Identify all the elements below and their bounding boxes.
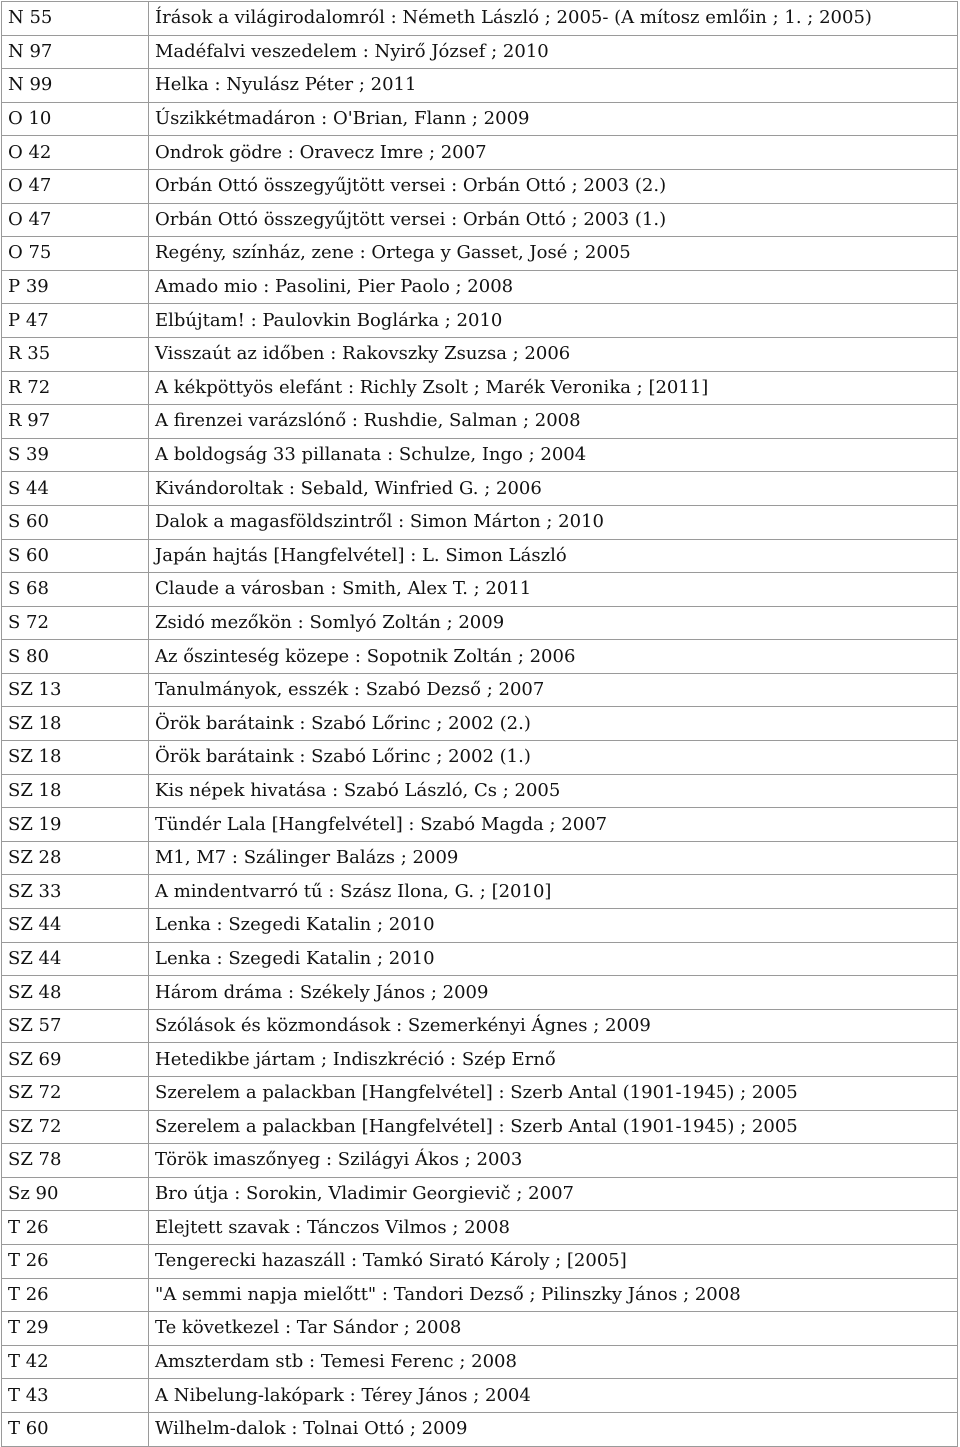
table-row [2, 1110, 958, 1144]
table-row [2, 976, 958, 1010]
table-row [2, 539, 958, 573]
shelf-code-cell: N 97 [2, 35, 149, 69]
shelf-code-cell: S 60 [2, 505, 149, 539]
shelf-code-cell: SZ 19 [2, 808, 149, 842]
title-cell: Helka : Nyulász Péter ; 2011 [149, 69, 958, 103]
shelf-code-cell: N 99 [2, 69, 149, 103]
title-cell: Örök barátaink : Szabó Lőrinc ; 2002 (1.) [149, 741, 958, 775]
table-row [2, 136, 958, 170]
table-row [2, 505, 958, 539]
shelf-code-cell: SZ 18 [2, 707, 149, 741]
title-cell: Szerelem a palackban [Hangfelvétel] : Szerb Antal (1901-1945) ; 2005 [149, 1077, 958, 1111]
table-row [2, 1077, 958, 1111]
shelf-code-cell: SZ 69 [2, 1043, 149, 1077]
title-cell: Wilhelm-dalok : Tolnai Ottó ; 2009 [149, 1412, 958, 1446]
shelf-code-cell: SZ 48 [2, 976, 149, 1010]
shelf-code-cell: P 39 [2, 270, 149, 304]
shelf-code-cell: T 26 [2, 1244, 149, 1278]
table-row [2, 102, 958, 136]
title-cell: Orbán Ottó összegyűjtött versei : Orbán Ottó ; 2003 (2.) [149, 169, 958, 203]
shelf-code-cell: S 68 [2, 573, 149, 607]
shelf-code-cell: P 47 [2, 304, 149, 338]
shelf-code-cell: S 72 [2, 606, 149, 640]
title-cell: Elbújtam! : Paulovkin Boglárka ; 2010 [149, 304, 958, 338]
shelf-code-cell: N 55 [2, 2, 149, 36]
shelf-code-cell: O 75 [2, 237, 149, 271]
shelf-code-cell: SZ 18 [2, 741, 149, 775]
table-row [2, 1312, 958, 1346]
title-cell: Bro útja : Sorokin, Vladimir Georgievič ; 2007 [149, 1177, 958, 1211]
table-row [2, 841, 958, 875]
shelf-code-cell: R 35 [2, 337, 149, 371]
table-row [2, 707, 958, 741]
title-cell: Japán hajtás [Hangfelvétel] : L. Simon László [149, 539, 958, 573]
table-row [2, 741, 958, 775]
table-row [2, 169, 958, 203]
table-row [2, 1043, 958, 1077]
table-row [2, 405, 958, 439]
title-cell: Kis népek hivatása : Szabó László, Cs ; 2005 [149, 774, 958, 808]
table-row [2, 1412, 958, 1446]
table-row [2, 371, 958, 405]
shelf-code-cell: SZ 72 [2, 1077, 149, 1111]
shelf-code-cell: SZ 28 [2, 841, 149, 875]
table-row [2, 472, 958, 506]
catalog-table-body [2, 2, 958, 1447]
title-cell: A firenzei varázslónő : Rushdie, Salman ; 2008 [149, 405, 958, 439]
shelf-code-cell: S 60 [2, 539, 149, 573]
title-cell: Amszterdam stb : Temesi Ferenc ; 2008 [149, 1345, 958, 1379]
table-row [2, 640, 958, 674]
title-cell: Hetedikbe jártam ; Indiszkréció : Szép Ernő [149, 1043, 958, 1077]
title-cell: Örök barátaink : Szabó Lőrinc ; 2002 (2.) [149, 707, 958, 741]
table-row [2, 1144, 958, 1178]
table-row [2, 1278, 958, 1312]
title-cell: Az őszinteség közepe : Sopotnik Zoltán ; 2006 [149, 640, 958, 674]
title-cell: M1, M7 : Szálinger Balázs ; 2009 [149, 841, 958, 875]
shelf-code-cell: SZ 13 [2, 673, 149, 707]
title-cell: Úszikkétmadáron : O'Brian, Flann ; 2009 [149, 102, 958, 136]
table-row [2, 909, 958, 943]
shelf-code-cell: SZ 72 [2, 1110, 149, 1144]
title-cell: Visszaút az időben : Rakovszky Zsuzsa ; 2006 [149, 337, 958, 371]
title-cell: A kékpöttyös elefánt : Richly Zsolt ; Marék Veronika ; [2011] [149, 371, 958, 405]
shelf-code-cell: T 43 [2, 1379, 149, 1413]
shelf-code-cell: O 10 [2, 102, 149, 136]
shelf-code-cell: T 42 [2, 1345, 149, 1379]
table-row [2, 337, 958, 371]
shelf-code-cell: T 60 [2, 1412, 149, 1446]
title-cell: Török imaszőnyeg : Szilágyi Ákos ; 2003 [149, 1144, 958, 1178]
shelf-code-cell: T 26 [2, 1278, 149, 1312]
shelf-code-cell: Sz 90 [2, 1177, 149, 1211]
table-row [2, 774, 958, 808]
table-row [2, 1345, 958, 1379]
shelf-code-cell: SZ 44 [2, 909, 149, 943]
shelf-code-cell: SZ 18 [2, 774, 149, 808]
title-cell: Szerelem a palackban [Hangfelvétel] : Szerb Antal (1901-1945) ; 2005 [149, 1110, 958, 1144]
title-cell: Kivándoroltak : Sebald, Winfried G. ; 2006 [149, 472, 958, 506]
catalog-table [1, 1, 958, 1447]
table-row [2, 573, 958, 607]
table-row [2, 438, 958, 472]
title-cell: Írások a világirodalomról : Németh László ; 2005- (A mítosz emlőin ; 1. ; 2005) [149, 2, 958, 36]
table-row [2, 673, 958, 707]
shelf-code-cell: T 29 [2, 1312, 149, 1346]
title-cell: Lenka : Szegedi Katalin ; 2010 [149, 909, 958, 943]
table-row [2, 237, 958, 271]
table-row [2, 1379, 958, 1413]
table-row [2, 1211, 958, 1245]
title-cell: A boldogság 33 pillanata : Schulze, Ingo ; 2004 [149, 438, 958, 472]
table-row [2, 35, 958, 69]
shelf-code-cell: O 42 [2, 136, 149, 170]
title-cell: Tündér Lala [Hangfelvétel] : Szabó Magda ; 2007 [149, 808, 958, 842]
table-row [2, 270, 958, 304]
table-row [2, 1009, 958, 1043]
title-cell: Orbán Ottó összegyűjtött versei : Orbán Ottó ; 2003 (1.) [149, 203, 958, 237]
title-cell: A mindentvarró tű : Szász Ilona, G. ; [2010] [149, 875, 958, 909]
table-row [2, 203, 958, 237]
title-cell: Regény, színház, zene : Ortega y Gasset, José ; 2005 [149, 237, 958, 271]
table-row [2, 1177, 958, 1211]
table-row [2, 304, 958, 338]
table-row [2, 942, 958, 976]
title-cell: Tanulmányok, esszék : Szabó Dezső ; 2007 [149, 673, 958, 707]
title-cell: Zsidó mezőkön : Somlyó Zoltán ; 2009 [149, 606, 958, 640]
table-row [2, 1244, 958, 1278]
shelf-code-cell: S 44 [2, 472, 149, 506]
title-cell: Ondrok gödre : Oravecz Imre ; 2007 [149, 136, 958, 170]
title-cell: Te következel : Tar Sándor ; 2008 [149, 1312, 958, 1346]
title-cell: Claude a városban : Smith, Alex T. ; 2011 [149, 573, 958, 607]
shelf-code-cell: R 97 [2, 405, 149, 439]
title-cell: Három dráma : Székely János ; 2009 [149, 976, 958, 1010]
title-cell: A Nibelung-lakópark : Térey János ; 2004 [149, 1379, 958, 1413]
title-cell: Elejtett szavak : Tánczos Vilmos ; 2008 [149, 1211, 958, 1245]
title-cell: Amado mio : Pasolini, Pier Paolo ; 2008 [149, 270, 958, 304]
table-row [2, 69, 958, 103]
table-row [2, 808, 958, 842]
title-cell: Dalok a magasföldszintről : Simon Márton ; 2010 [149, 505, 958, 539]
shelf-code-cell: SZ 33 [2, 875, 149, 909]
title-cell: "A semmi napja mielőtt" : Tandori Dezső ; Pilinszky János ; 2008 [149, 1278, 958, 1312]
shelf-code-cell: O 47 [2, 169, 149, 203]
title-cell: Lenka : Szegedi Katalin ; 2010 [149, 942, 958, 976]
table-row [2, 606, 958, 640]
shelf-code-cell: T 26 [2, 1211, 149, 1245]
shelf-code-cell: S 80 [2, 640, 149, 674]
shelf-code-cell: SZ 44 [2, 942, 149, 976]
shelf-code-cell: SZ 57 [2, 1009, 149, 1043]
shelf-code-cell: R 72 [2, 371, 149, 405]
title-cell: Szólások és közmondások : Szemerkényi Ágnes ; 2009 [149, 1009, 958, 1043]
title-cell: Tengerecki hazaszáll : Tamkó Sirató Károly ; [2005] [149, 1244, 958, 1278]
table-row [2, 875, 958, 909]
shelf-code-cell: O 47 [2, 203, 149, 237]
shelf-code-cell: S 39 [2, 438, 149, 472]
shelf-code-cell: SZ 78 [2, 1144, 149, 1178]
title-cell: Madéfalvi veszedelem : Nyirő József ; 2010 [149, 35, 958, 69]
table-row [2, 2, 958, 36]
